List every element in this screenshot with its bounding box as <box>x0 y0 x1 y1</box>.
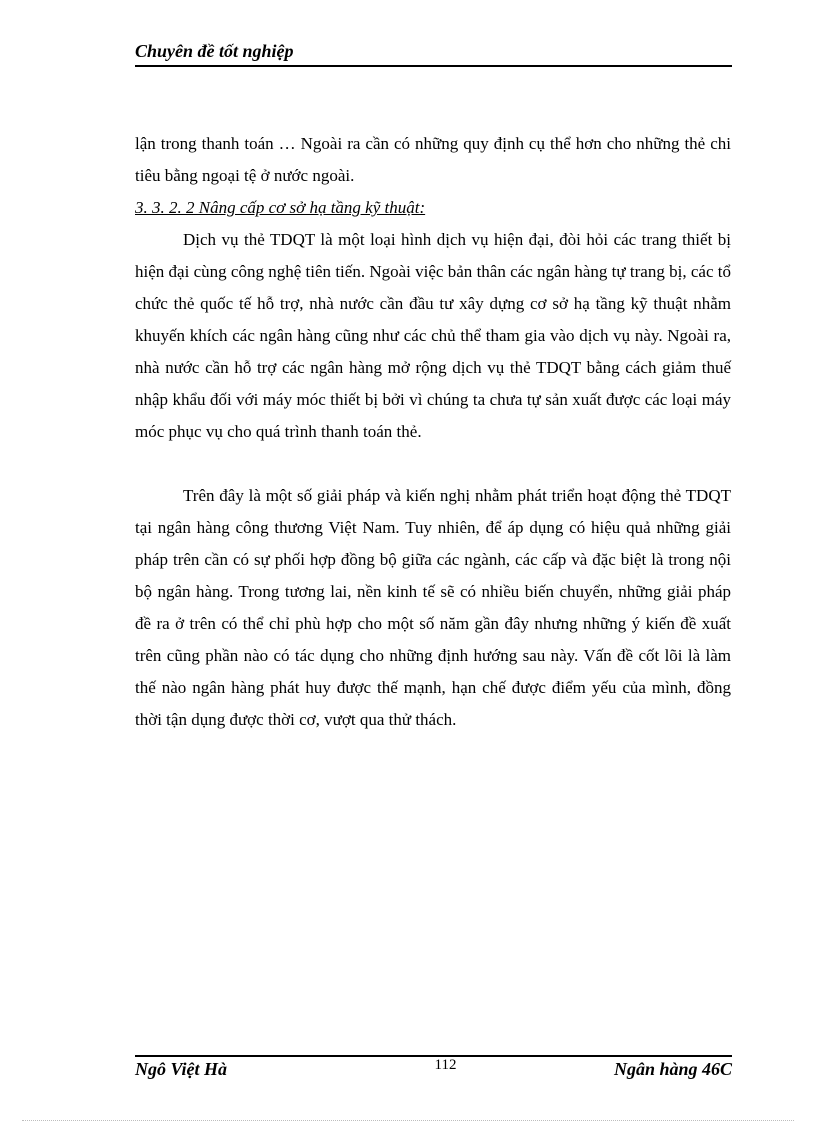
page-number: 112 <box>434 1057 457 1073</box>
subheading-text: 3. 3. 2. 2 Nâng cấp cơ sở hạ tầng kỹ thuật: <box>135 198 426 217</box>
footer-author: Ngô Việt Hà <box>135 1059 228 1079</box>
footer-class: Ngân hàng 46C <box>613 1059 732 1079</box>
paragraph-conclusion: Trên đây là một số giải pháp và kiến nghị nhằm phát triển hoạt động thẻ TDQT tại ngân hàng công thương Việt Nam. Tuy nhiên, để áp dụng có hiệu quả những giải pháp trên cần có sự phối hợp đồng bộ giữa các ngành, các cấp và đặc biệt là trong nội bộ ngân hàng. Trong tương lai, nền kinh tế sẽ có nhiều biến chuyển, những giải pháp đề ra ở trên có thể chỉ phù hợp cho một số năm gần đây nhưng những ý kiến đề xuất trên cũng phần nào có tác dụng cho những định hướng sau này. Vấn đề cốt lõi là làm thế nào ngân hàng phát huy được thế mạnh, hạn chế được điểm yếu của mình, đồng thời tận dụng được thời cơ, vượt qua thử thách. <box>135 486 731 729</box>
paragraph-continuation: lận trong thanh toán … Ngoài ra cần có những quy định cụ thể hơn cho những thẻ chi tiêu bằng ngoại tệ ở nước ngoài. <box>135 134 731 185</box>
page-header-title: Chuyên đề tốt nghiệp <box>135 41 294 61</box>
document-body <box>135 128 731 736</box>
page-bottom-border <box>22 1120 794 1121</box>
header-divider <box>135 65 732 67</box>
section-subheading <box>135 192 731 224</box>
paragraph-infrastructure: Dịch vụ thẻ TDQT là một loại hình dịch vụ hiện đại, đòi hỏi các trang thiết bị hiện đại cùng công nghệ tiên tiến. Ngoài việc bản thân các ngân hàng tự trang bị, các tổ chức thẻ quốc tế hỗ trợ, nhà nước cần đầu tư xây dựng cơ sở hạ tầng kỹ thuật nhằm khuyến khích các ngân hàng cũng như các chủ thể tham gia vào dịch vụ này. Ngoài ra, nhà nước cần hỗ trợ các ngân hàng mở rộng dịch vụ thẻ TDQT bằng cách giảm thuế nhập khẩu đối với máy móc thiết bị bởi vì chúng ta chưa tự sản xuất được các loại máy móc phục vụ cho quá trình thanh toán thẻ. <box>135 230 731 441</box>
